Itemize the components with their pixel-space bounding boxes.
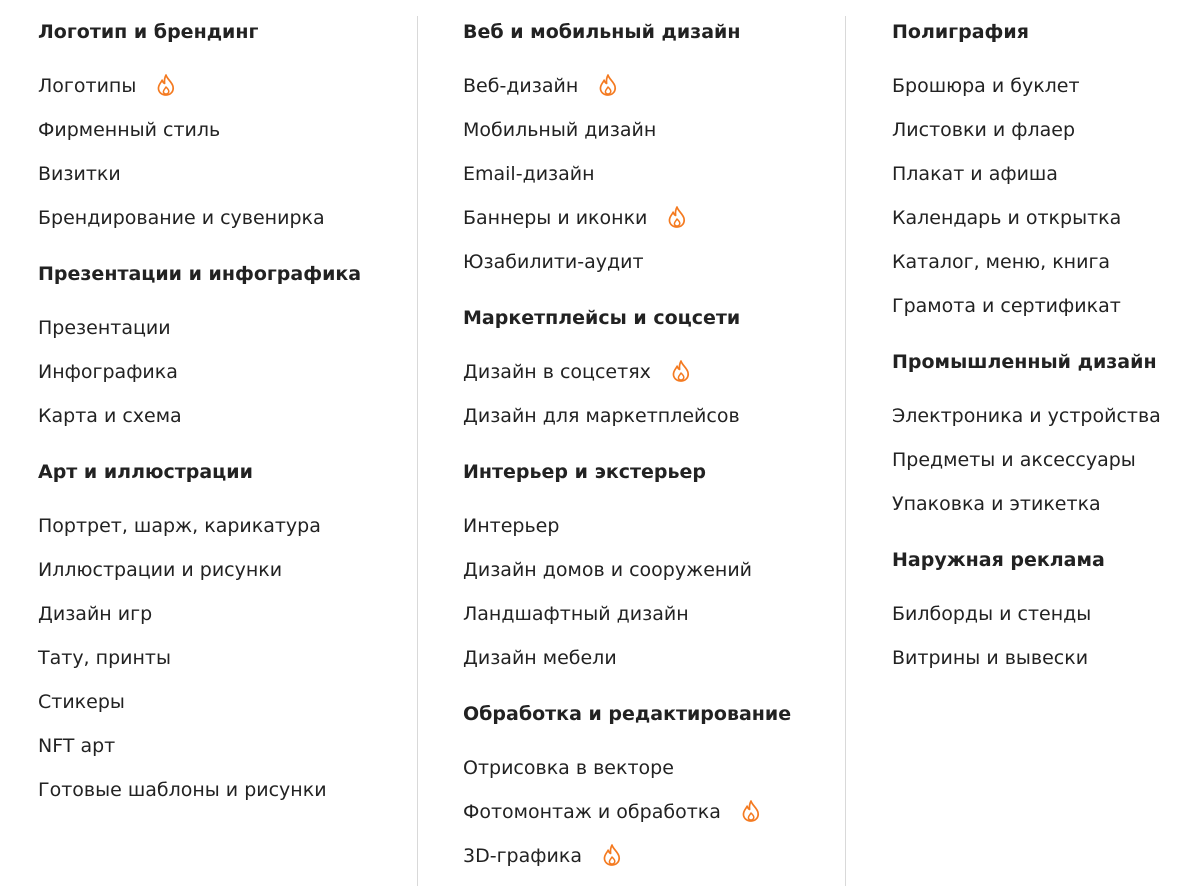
menu-item-интерьер[interactable]	[463, 504, 823, 548]
menu-item-тату-принты[interactable]	[38, 636, 398, 680]
menu-item-email-дизайн[interactable]	[463, 152, 823, 196]
menu-item-label: Презентации	[38, 317, 171, 339]
category-title[interactable]: Обработка и редактирование	[463, 703, 792, 725]
menu-item-label: 3D-графика	[463, 845, 582, 867]
menu-item-label: Витрины и вывески	[892, 647, 1089, 669]
menu-column-2	[463, 14, 823, 878]
category-list	[892, 394, 1192, 526]
menu-item-дизайн-домов-и-сооружений[interactable]	[463, 548, 823, 592]
category-group	[38, 256, 398, 438]
menu-item-label: Портрет, шарж, карикатура	[38, 515, 321, 537]
category-list	[38, 64, 398, 240]
menu-item-label: Веб-дизайн	[463, 75, 579, 97]
menu-item-фирменный-стиль[interactable]	[38, 108, 398, 152]
menu-item-label: Логотипы	[38, 75, 137, 97]
menu-item-label: Дизайн мебели	[463, 647, 617, 669]
menu-item-предметы-и-аксессуары[interactable]	[892, 438, 1192, 482]
menu-item-label: Тату, принты	[38, 647, 171, 669]
menu-item-label: Отрисовка в векторе	[463, 757, 674, 779]
menu-item-юзабилити-аудит[interactable]	[463, 240, 823, 284]
menu-column-1	[38, 14, 398, 812]
menu-item-логотипы[interactable]	[38, 64, 398, 108]
menu-item-визитки[interactable]	[38, 152, 398, 196]
menu-item-дизайн-игр[interactable]	[38, 592, 398, 636]
menu-item-электроника-и-устройства[interactable]	[892, 394, 1192, 438]
menu-item-label: Билборды и стенды	[892, 603, 1092, 625]
menu-item-label: Дизайн для маркетплейсов	[463, 405, 740, 427]
menu-item-label: Ландшафтный дизайн	[463, 603, 689, 625]
menu-item-label: NFT арт	[38, 735, 116, 757]
menu-item-label: Баннеры и иконки	[463, 207, 648, 229]
menu-item-дизайн-для-маркетплейсов[interactable]	[463, 394, 823, 438]
category-list	[463, 504, 823, 680]
menu-item-плакат-и-афиша[interactable]	[892, 152, 1192, 196]
category-title[interactable]: Арт и иллюстрации	[38, 461, 253, 483]
menu-item-3d-графика[interactable]	[463, 834, 823, 878]
menu-item-label: Стикеры	[38, 691, 125, 713]
menu-item-label: Визитки	[38, 163, 121, 185]
menu-item-label: Плакат и афиша	[892, 163, 1058, 185]
menu-item-label: Дизайн в соцсетях	[463, 361, 651, 383]
category-list	[38, 504, 398, 812]
menu-item-label: Листовки и флаер	[892, 119, 1076, 141]
category-list	[892, 64, 1192, 328]
menu-item-label: Карта и схема	[38, 405, 182, 427]
menu-item-label: Брошюра и буклет	[892, 75, 1080, 97]
menu-item-label: Email-дизайн	[463, 163, 595, 185]
menu-item-label: Дизайн игр	[38, 603, 153, 625]
menu-item-календарь-и-открытка[interactable]	[892, 196, 1192, 240]
menu-item-листовки-и-флаер[interactable]	[892, 108, 1192, 152]
category-group	[463, 454, 823, 680]
menu-item-брендирование-и-сувенирка[interactable]	[38, 196, 398, 240]
menu-item-label: Фирменный стиль	[38, 119, 221, 141]
category-group	[892, 542, 1192, 680]
menu-item-label: Инфографика	[38, 361, 178, 383]
menu-item-фотомонтаж-и-обработка[interactable]	[463, 790, 823, 834]
menu-item-грамота-и-сертификат[interactable]	[892, 284, 1192, 328]
menu-item-витрины-и-вывески[interactable]	[892, 636, 1192, 680]
menu-item-label: Брендирование и сувенирка	[38, 207, 325, 229]
category-list	[463, 64, 823, 284]
category-title[interactable]: Промышленный дизайн	[892, 351, 1157, 373]
menu-item-веб-дизайн[interactable]	[463, 64, 823, 108]
menu-item-дизайн-в-соцсетях[interactable]	[463, 350, 823, 394]
category-title[interactable]: Презентации и инфографика	[38, 263, 362, 285]
menu-item-брошюра-и-буклет[interactable]	[892, 64, 1192, 108]
menu-item-label: Упаковка и этикетка	[892, 493, 1101, 515]
menu-item-label: Иллюстрации и рисунки	[38, 559, 283, 581]
menu-item-иллюстрации-и-рисунки[interactable]	[38, 548, 398, 592]
category-group	[892, 344, 1192, 526]
category-list	[892, 592, 1192, 680]
category-title[interactable]: Маркетплейсы и соцсети	[463, 307, 741, 329]
menu-item-презентации[interactable]	[38, 306, 398, 350]
menu-item-портрет-шарж-карикатура[interactable]	[38, 504, 398, 548]
category-title[interactable]: Полиграфия	[892, 21, 1029, 43]
category-title[interactable]: Интерьер и экстерьер	[463, 461, 706, 483]
menu-item-label: Электроника и устройства	[892, 405, 1161, 427]
menu-item-каталог-меню-книга[interactable]	[892, 240, 1192, 284]
menu-item-дизайн-мебели[interactable]	[463, 636, 823, 680]
menu-item-отрисовка-в-векторе[interactable]	[463, 746, 823, 790]
menu-item-label: Фотомонтаж и обработка	[463, 801, 721, 823]
fire-icon	[156, 73, 176, 97]
category-group	[463, 696, 823, 878]
column-divider	[417, 16, 418, 886]
menu-item-карта-и-схема[interactable]	[38, 394, 398, 438]
menu-item-label: Каталог, меню, книга	[892, 251, 1111, 273]
category-group	[463, 14, 823, 284]
menu-item-мобильный-дизайн[interactable]	[463, 108, 823, 152]
menu-item-label: Календарь и открытка	[892, 207, 1122, 229]
menu-item-баннеры-и-иконки[interactable]	[463, 196, 823, 240]
category-list	[463, 350, 823, 438]
menu-item-инфографика[interactable]	[38, 350, 398, 394]
menu-item-ландшафтный-дизайн[interactable]	[463, 592, 823, 636]
category-title[interactable]: Наружная реклама	[892, 549, 1105, 571]
category-group	[38, 14, 398, 240]
menu-item-nft-арт[interactable]	[38, 724, 398, 768]
fire-icon	[671, 359, 691, 383]
menu-column-3	[892, 14, 1192, 680]
menu-item-label: Мобильный дизайн	[463, 119, 657, 141]
fire-icon	[741, 799, 761, 823]
menu-item-label: Юзабилити-аудит	[463, 251, 644, 273]
menu-item-билборды-и-стенды[interactable]	[892, 592, 1192, 636]
menu-item-label: Предметы и аксессуары	[892, 449, 1136, 471]
menu-item-label: Дизайн домов и сооружений	[463, 559, 753, 581]
category-title[interactable]: Логотип и брендинг	[38, 21, 259, 43]
category-group	[38, 454, 398, 812]
menu-item-label: Готовые шаблоны и рисунки	[38, 779, 327, 801]
category-list	[463, 746, 823, 878]
menu-item-упаковка-и-этикетка[interactable]	[892, 482, 1192, 526]
menu-item-label: Грамота и сертификат	[892, 295, 1121, 317]
category-group	[463, 300, 823, 438]
fire-icon	[598, 73, 618, 97]
category-title[interactable]: Веб и мобильный дизайн	[463, 21, 741, 43]
menu-item-готовые-шаблоны-и-рисунки[interactable]	[38, 768, 398, 812]
menu-item-label: Интерьер	[463, 515, 560, 537]
fire-icon	[602, 843, 622, 867]
category-list	[38, 306, 398, 438]
category-group	[892, 14, 1192, 328]
fire-icon	[667, 205, 687, 229]
menu-item-стикеры[interactable]	[38, 680, 398, 724]
column-divider	[845, 16, 846, 886]
